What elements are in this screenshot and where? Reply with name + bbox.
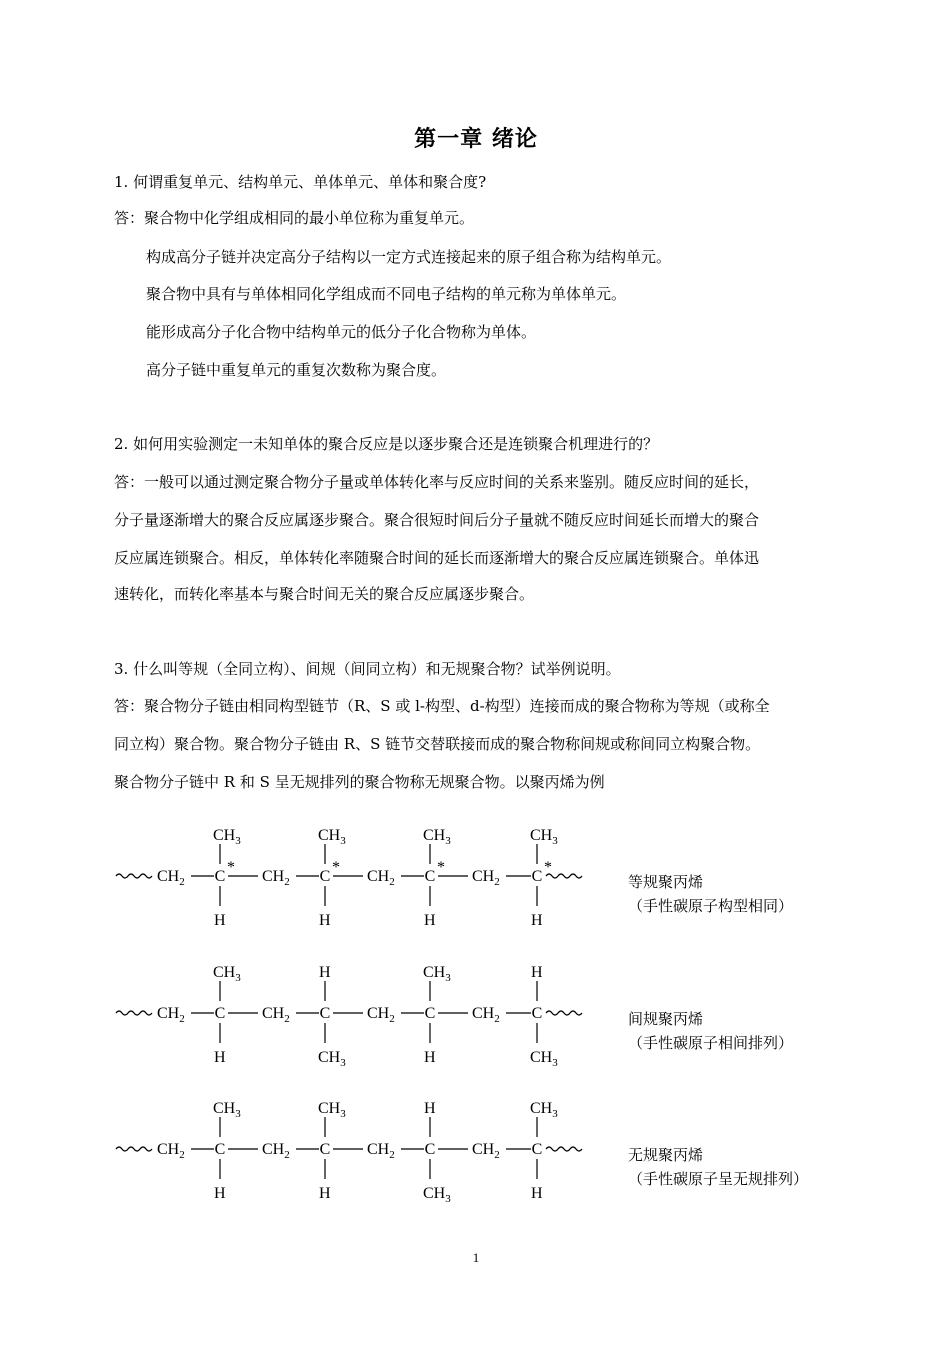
ch2-group: $CH_2$ [367,868,395,888]
substituent-bottom: H [424,912,436,929]
substituent-bottom: H [214,1049,226,1066]
ch2-group: $CH_2$ [262,1005,290,1025]
substituent-top: $CH_3$ [318,1100,346,1120]
ch2-group: $CH_2$ [367,1005,395,1025]
substituent-bottom: H [319,1185,331,1202]
ch2-group: $CH_2$ [157,868,185,888]
answer-3-line-3: 聚合物分子链中 R 和 S 呈无规排列的聚合物称无规聚合物。以聚丙烯为例 [114,773,605,791]
substituent-top: $CH_3$ [213,964,241,984]
substituent-top: H [319,964,331,981]
structure-note: （手性碳原子相间排列） [628,1034,794,1052]
chapter-title: 第一章 绪论 [414,126,538,152]
substituent-top: $CH_3$ [213,1100,241,1120]
ch2-group: $CH_2$ [157,1005,185,1025]
chain-end-wavy-left [116,1147,152,1151]
substituent-bottom: $CH_3$ [530,1049,558,1069]
substituent-bottom: H [214,912,226,929]
answer-2-line-4: 速转化，而转化率基本与聚合时间无关的聚合反应属逐步聚合。 [114,585,535,603]
structure-note: （手性碳原子构型相同） [628,897,794,915]
question-3: 3. 什么叫等规（全同立构）、间规（间同立构）和无规聚合物？试举例说明。 [114,660,621,678]
chirality-star: * [437,859,445,876]
chiral-carbon: C [319,1141,331,1158]
chiral-carbon: C [424,1005,436,1022]
answer-2-line-2: 分子量逐渐增大的聚合反应属逐步聚合。聚合很短时间后分子量就不随反应时间延长而增大的聚合 [114,511,760,529]
chiral-carbon: C [531,1005,543,1022]
chirality-star: * [332,859,340,876]
ch2-group: $CH_2$ [262,1141,290,1161]
substituent-bottom: $CH_3$ [318,1049,346,1069]
chiral-carbon: C [214,868,226,885]
substituent-top: H [531,964,543,981]
ch2-group: $CH_2$ [262,868,290,888]
ch2-group: $CH_2$ [472,1141,500,1161]
structure-name: 等规聚丙烯 [628,873,704,891]
chiral-carbon: C [424,868,436,885]
chain-end-wavy-left [116,874,152,878]
answer-2-line-1: 答：一般可以通过测定聚合物分子量或单体转化率与反应时间的关系来鉴别。随反应时间的延长， [114,473,760,491]
answer-1-line-1: 答：聚合物中化学组成相同的最小单位称为重复单元。 [114,209,475,227]
chain-end-wavy-right [546,874,582,878]
ch2-group: $CH_2$ [472,1005,500,1025]
substituent-top: $CH_3$ [530,827,558,847]
structure-name: 间规聚丙烯 [628,1010,704,1028]
ch2-group: $CH_2$ [472,868,500,888]
chiral-carbon: C [319,1005,331,1022]
substituent-bottom: H [424,1049,436,1066]
chiral-carbon: C [214,1141,226,1158]
substituent-top: $CH_3$ [423,827,451,847]
structure-note: （手性碳原子呈无规排列） [628,1170,809,1188]
answer-2-line-3: 反应属连锁聚合。相反，单体转化率随聚合时间的延长而逐渐增大的聚合反应属连锁聚合。单体迅 [114,549,760,567]
question-1: 1. 何谓重复单元、结构单元、单体单元、单体和聚合度? [114,173,487,191]
substituent-bottom: H [531,912,543,929]
chain-end-wavy-left [116,1011,152,1015]
chiral-carbon: C [319,868,331,885]
page-number: 1 [472,1250,480,1265]
substituent-top: $CH_3$ [423,964,451,984]
chirality-star: * [227,859,235,876]
substituent-top: $CH_3$ [530,1100,558,1120]
ch2-group: $CH_2$ [157,1141,185,1161]
chiral-carbon: C [531,1141,543,1158]
chain-end-wavy-right [546,1147,582,1151]
substituent-bottom: $CH_3$ [423,1185,451,1205]
answer-1-line-5: 高分子链中重复单元的重复次数称为聚合度。 [146,361,447,379]
answer-3-line-1: 答：聚合物分子链由相同构型链节（R、S 或 l-构型、d-构型）连接而成的聚合物称为等规（或称全 [114,697,770,715]
substituent-top: $CH_3$ [318,827,346,847]
chain-end-wavy-right [546,1011,582,1015]
substituent-top: H [424,1100,436,1117]
structure-name: 无规聚丙烯 [628,1146,704,1164]
substituent-top: $CH_3$ [213,827,241,847]
answer-3-line-2: 同立构）聚合物。聚合物分子链由 R、S 链节交替联接而成的聚合物称间规或称间同立构聚合物。 [114,735,761,753]
question-2: 2. 如何用实验测定一未知单体的聚合反应是以逐步聚合还是连锁聚合机理进行的？ [114,435,659,453]
chiral-carbon: C [214,1005,226,1022]
chiral-carbon: C [531,868,543,885]
ch2-group: $CH_2$ [367,1141,395,1161]
substituent-bottom: H [531,1185,543,1202]
answer-1-line-2: 构成高分子链并决定高分子结构以一定方式连接起来的原子组合称为结构单元。 [146,248,672,266]
chirality-star: * [544,859,552,876]
answer-1-line-4: 能形成高分子化合物中结构单元的低分子化合物称为单体。 [146,323,537,341]
chiral-carbon: C [424,1141,436,1158]
substituent-bottom: H [319,912,331,929]
substituent-bottom: H [214,1185,226,1202]
answer-1-line-3: 聚合物中具有与单体相同化学组成而不同电子结构的单元称为单体单元。 [146,285,627,303]
